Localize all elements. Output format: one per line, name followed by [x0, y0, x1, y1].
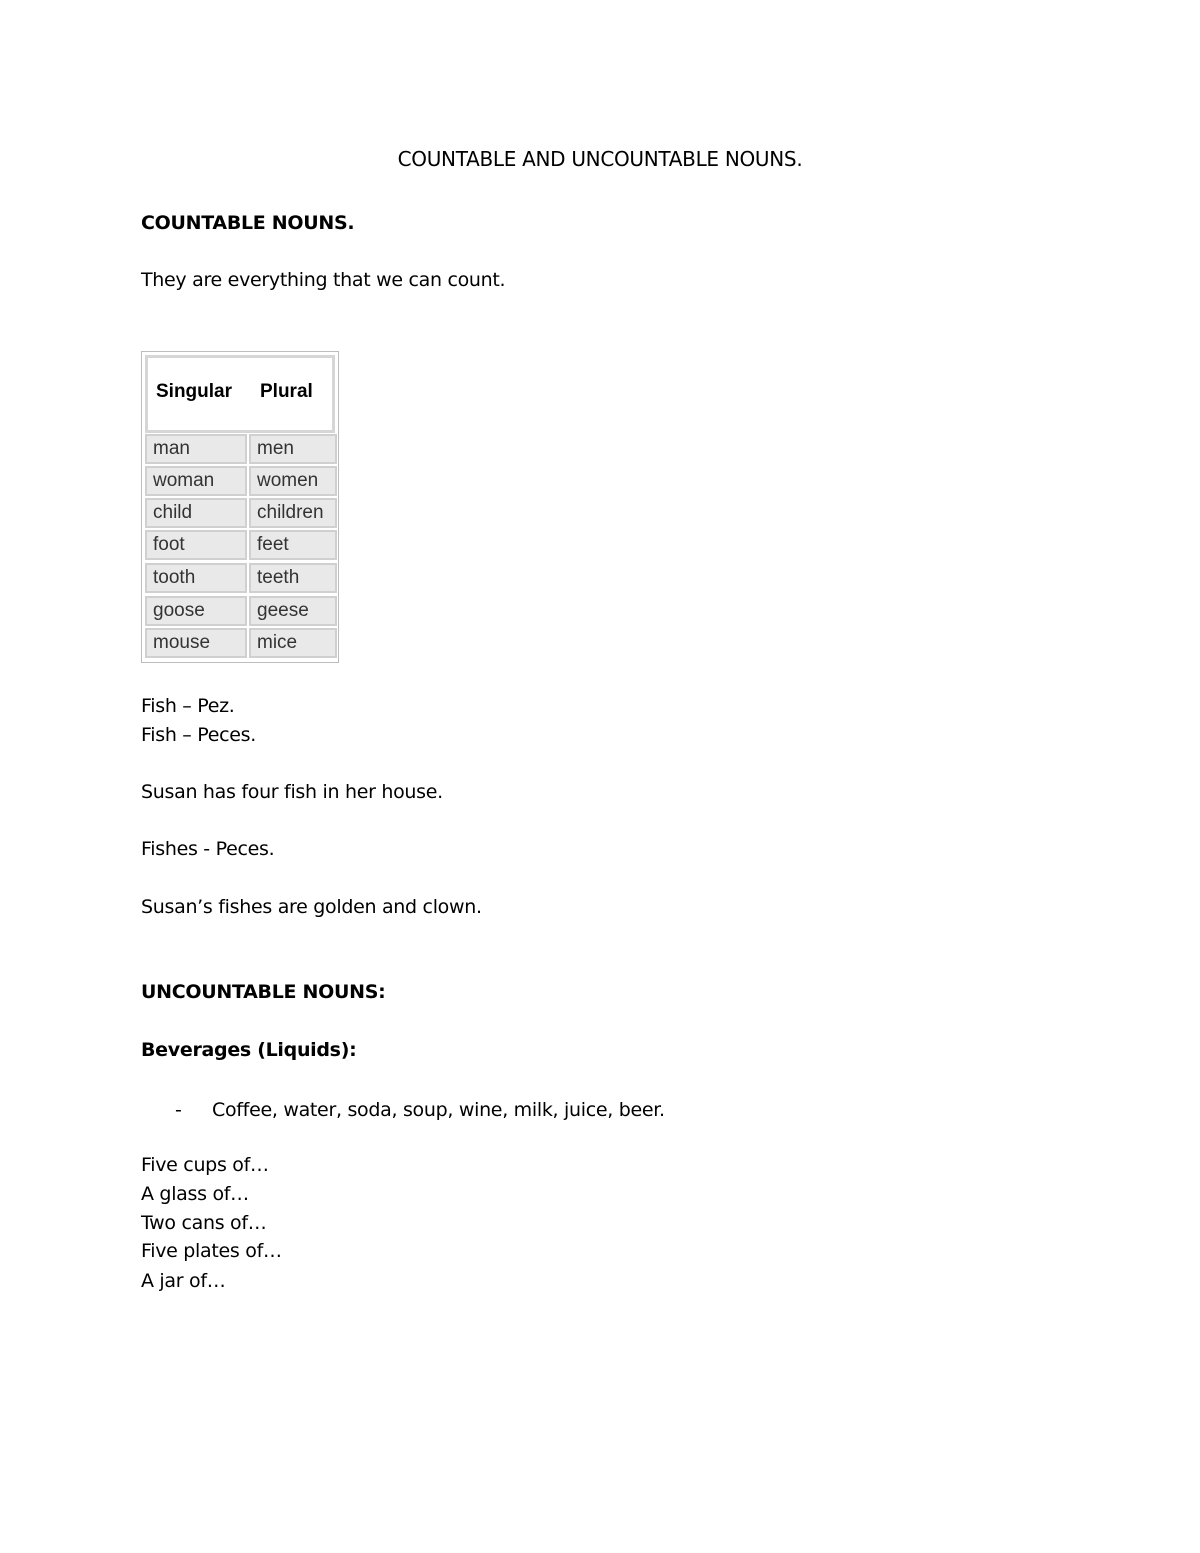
table-row [145, 596, 337, 628]
singular-cell: foot [145, 530, 247, 560]
fish-singular-line: Fish – Pez. [141, 695, 235, 717]
singular-cell: tooth [145, 563, 247, 593]
measure-line: Five plates of… [141, 1240, 282, 1262]
plural-cell: men [249, 434, 337, 464]
fishes-line: Fishes - Peces. [141, 838, 275, 860]
example-sentence-1: Susan has four fish in her house. [141, 781, 443, 803]
page-title: COUNTABLE AND UNCOUNTABLE NOUNS. [397, 147, 803, 171]
header-plural: Plural [260, 381, 313, 402]
measure-line: A jar of… [141, 1270, 226, 1292]
fish-plural-line: Fish – Peces. [141, 724, 256, 746]
beverages-list: Coffee, water, soda, soup, wine, milk, juice, beer. [212, 1099, 665, 1121]
singular-cell: man [145, 434, 247, 464]
table-header-row [145, 355, 335, 433]
plural-cell: feet [249, 530, 337, 560]
plural-cell: mice [249, 628, 337, 658]
table-row [145, 466, 337, 498]
singular-cell: woman [145, 466, 247, 496]
singular-cell: goose [145, 596, 247, 626]
table-row [145, 530, 337, 562]
uncountable-heading: UNCOUNTABLE NOUNS: [141, 981, 386, 1003]
table-row [145, 434, 337, 466]
plural-cell: women [249, 466, 337, 496]
measure-line: Two cans of… [141, 1212, 267, 1234]
example-sentence-2: Susan’s fishes are golden and clown. [141, 896, 482, 918]
table-row [145, 498, 337, 530]
singular-plural-table [141, 351, 339, 663]
header-singular: Singular [156, 381, 233, 402]
singular-cell: mouse [145, 628, 247, 658]
table-row [145, 628, 337, 660]
singular-cell: child [145, 498, 247, 528]
bullet-dash: - [175, 1099, 182, 1121]
table-row [145, 563, 337, 595]
measure-line: A glass of… [141, 1183, 249, 1205]
countable-intro: They are everything that we can count. [141, 269, 506, 291]
beverages-heading: Beverages (Liquids): [141, 1039, 357, 1061]
plural-cell: geese [249, 596, 337, 626]
plural-cell: children [249, 498, 337, 528]
measure-line: Five cups of… [141, 1154, 269, 1176]
plural-cell: teeth [249, 563, 337, 593]
countable-heading: COUNTABLE NOUNS. [141, 212, 355, 234]
